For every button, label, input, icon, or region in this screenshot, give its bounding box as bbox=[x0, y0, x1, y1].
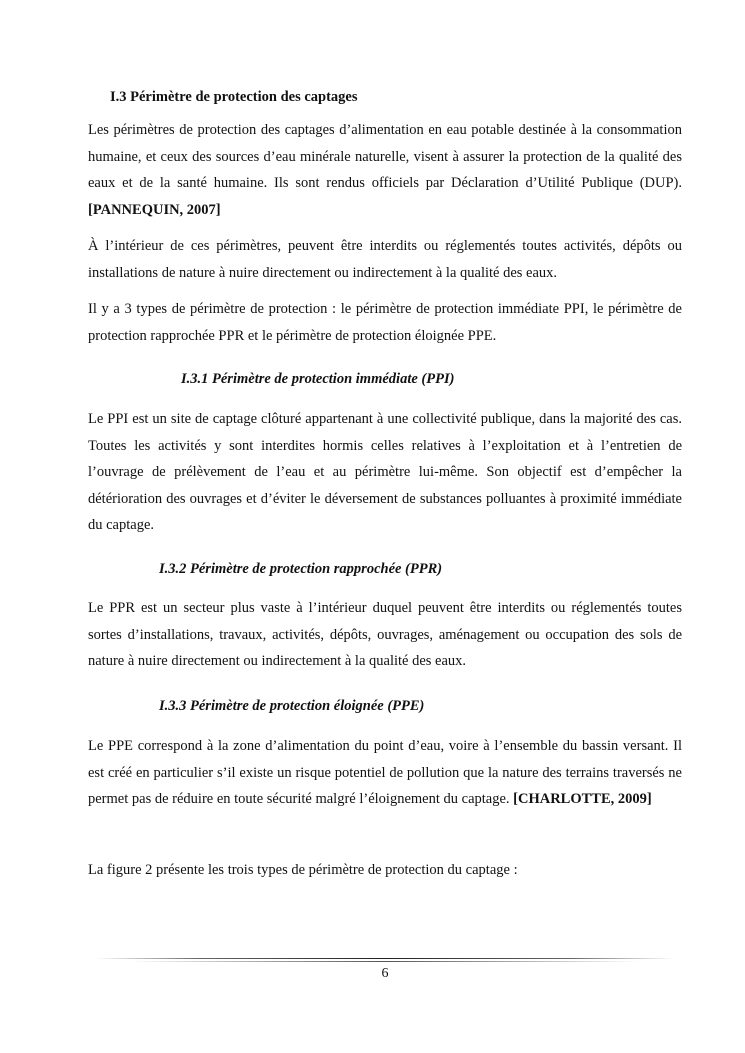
footer-rule bbox=[96, 958, 674, 959]
page-number: 6 bbox=[381, 966, 389, 981]
paragraph-ppe bbox=[88, 733, 682, 813]
citation-charlotte: [CHARLOTTE, 2009] bbox=[513, 791, 652, 807]
subsection-heading-ppr: I.3.2 Périmètre de protection rapprochée (PPR) bbox=[159, 561, 443, 577]
paragraph-ppe-text: Le PPE correspond à la zone d’alimentation du point d’eau, voire à l’ensemble du bassin versant. Il est créé en particulier s’il existe un risque potentiel de pollution que la nature des terrains traversés ne permet pas de réduire en toute sécurité malgré l’éloignement du captage. bbox=[88, 738, 682, 807]
subsection-heading-ppe: I.3.3 Périmètre de protection éloignée (PPE) bbox=[159, 698, 425, 714]
section-heading: I.3 Périmètre de protection des captages bbox=[110, 89, 358, 105]
paragraph-ppi: Le PPI est un site de captage clôturé appartenant à une collectivité publique, dans la majorité des cas. Toutes les activités y sont interdites hormis celles relatives à l’exploitation et à l’entretien de l’ouvrage de prélèvement de l’eau et au périmètre lui-même. Son objectif est d’empêcher la détérioration des ouvrages et d’éviter le déversement de substances polluantes à proximité immédiate du captage. bbox=[88, 411, 682, 533]
paragraph-regulation: À l’intérieur de ces périmètres, peuvent être interdits ou réglementés toutes activités, dépôts ou installations de nature à nuire directement ou indirectement à la qualité des eaux. bbox=[88, 238, 682, 281]
paragraph-intro bbox=[88, 117, 682, 223]
paragraph-intro-text: Les périmètres de protection des captages d’alimentation en eau potable destinée à la consommation humaine, et ceux des sources d’eau minérale naturelle, visent à assurer la protection de la qualité des eaux et de la santé humaine. Ils sont rendus officiels par Déclaration d’Utilité Publique (DUP). bbox=[88, 122, 682, 191]
subsection-heading-ppi: I.3.1 Périmètre de protection immédiate (PPI) bbox=[181, 371, 455, 387]
paragraph-ppr: Le PPR est un secteur plus vaste à l’intérieur duquel peuvent être interdits ou réglementés toutes sortes d’installations, travaux, activités, dépôts, ouvrages, aménagement ou occupation des sols de nature à nuire directement ou indirectement à la qualité des eaux. bbox=[88, 600, 682, 669]
footer-rule-secondary bbox=[130, 961, 640, 962]
paragraph-types: Il y a 3 types de périmètre de protection : le périmètre de protection immédiate PPI, le périmètre de protection rapprochée PPR et le périmètre de protection éloignée PPE. bbox=[88, 301, 682, 344]
citation-pannequin: [PANNEQUIN, 2007] bbox=[88, 201, 221, 218]
paragraph-figure-intro: La figure 2 présente les trois types de périmètre de protection du captage : bbox=[88, 862, 518, 878]
